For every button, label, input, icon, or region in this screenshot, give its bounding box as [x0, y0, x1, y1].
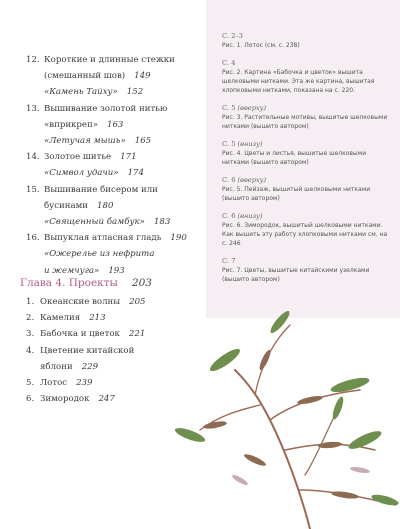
entry-number: 3.: [26, 329, 35, 340]
project-label: Зимородок: [40, 394, 90, 405]
chapter-heading: [20, 277, 152, 289]
entry-number: 16.: [26, 233, 40, 244]
page-number: 165: [134, 136, 152, 147]
caption-text: Рис. 2. Картина «Бабочка и цветок» вышита шелковыми нитками. Эта же картина, вышитая хлопковыми нитками, показана на с. 220.: [222, 69, 375, 94]
page-number: 193: [108, 265, 125, 276]
caption-text: Рис. 1. Лотос (см. с. 238): [222, 42, 300, 49]
caption: [222, 104, 392, 131]
caption: [222, 140, 392, 167]
page-number: 152: [126, 87, 144, 98]
entry-title-line: Вышивание бисером или: [44, 184, 158, 195]
caption-location: С. 2–3: [222, 32, 243, 40]
toc-entry-16: [26, 230, 201, 279]
caption: [222, 176, 392, 203]
caption-location-note: (вверху): [237, 104, 267, 112]
caption-text: Рис. 7. Цветы, вышитые китайскими узелками (вышито автором): [222, 267, 370, 283]
table-of-contents: [26, 52, 201, 279]
entry-number: 1.: [26, 297, 35, 307]
caption-location-note: (вверху): [237, 176, 267, 184]
caption-text: Рис. 3. Растительные мотивы, вышитые шелковыми нитками (вышито автором): [222, 114, 388, 130]
entry-number: 5.: [26, 378, 35, 389]
caption: [222, 212, 392, 248]
project-label: Бабочка и цветок: [40, 329, 120, 340]
page-number: 149: [134, 71, 151, 82]
caption-list: [222, 32, 392, 293]
project-title: «Символ удачи»: [44, 168, 119, 179]
embroidered-plant-photo: [160, 300, 400, 529]
entry-number: 2.: [26, 313, 35, 324]
page-number: 183: [153, 217, 171, 228]
page-number: 221: [128, 329, 146, 340]
caption-location: С. 7: [222, 257, 236, 265]
toc-entry-15: [26, 182, 201, 231]
page-number: 247: [98, 394, 115, 405]
project-title-line: и жемчуга»: [44, 265, 100, 276]
entry-number: 13.: [26, 103, 40, 114]
entry-title-line: бусинами: [44, 200, 89, 211]
caption-text: Рис. 4. Цветы и листья, вышитые шелковыми нитками (вышито автором): [222, 150, 367, 166]
caption-location: С. 5: [222, 140, 236, 148]
caption: [222, 257, 392, 284]
entry-number: 12.: [26, 55, 40, 65]
caption-location-note: (внизу): [237, 212, 263, 220]
project-title: «Летучая мышь»: [44, 136, 126, 147]
project-label: Океанские волны: [40, 297, 121, 307]
entry-number: 15.: [26, 184, 40, 195]
page-number: 239: [76, 378, 93, 389]
page-number: 229: [81, 361, 99, 372]
page-number: 190: [170, 233, 187, 244]
entry-number: 14.: [26, 152, 40, 163]
project-label: Камелия: [40, 313, 81, 324]
page-number: 163: [107, 119, 124, 130]
project-label-line: Цветение китайской: [40, 345, 135, 356]
caption-location: С. 6: [222, 176, 236, 184]
project-label: Лотос: [40, 378, 68, 389]
entry-title-line: Вышивание золотой нитью: [44, 103, 168, 114]
page-number: 205: [129, 297, 146, 307]
caption-text: Рис. 6. Зимородок, вышитый шелковыми нитками. Как вышить эту работу хлопковыми нитками см. на с. 246: [222, 222, 388, 247]
entry-title-line: Золотое шитье: [44, 152, 112, 163]
page-number: 171: [120, 152, 137, 163]
page-number: 180: [97, 200, 114, 211]
toc-entry-12: [26, 52, 201, 101]
chapter-title: Глава 4. Проекты: [20, 277, 118, 289]
caption-location: С. 6: [222, 212, 236, 220]
toc-entry-13: [26, 101, 201, 150]
chapter-page-number: 203: [131, 277, 152, 289]
caption: [222, 32, 392, 50]
entry-title-line: (смешанный шов): [44, 71, 126, 82]
entry-title-line: «вприкреп»: [44, 119, 98, 130]
entry-number: 4.: [26, 345, 35, 356]
project-title: «Священный бамбук»: [44, 217, 145, 228]
caption-location-note: (внизу): [237, 140, 263, 148]
caption: [222, 59, 392, 95]
caption-location: С. 4: [222, 59, 236, 67]
project-title: «Камень Тайху»: [44, 87, 118, 98]
entry-number: 6.: [26, 394, 35, 405]
caption-text: Рис. 5. Пейзаж, вышитый шелковыми нитками (вышито автором): [222, 186, 371, 202]
project-title-line: «Ожерелье из нефрита: [44, 249, 155, 260]
entry-title-line: Короткие и длинные стежки: [44, 55, 175, 65]
page-number: 174: [127, 168, 144, 179]
page-number: 213: [89, 313, 106, 324]
toc-entry-14: [26, 149, 201, 181]
caption-location: С. 5: [222, 104, 236, 112]
entry-title-line: Выпуклая атласная гладь: [44, 233, 162, 244]
project-label-line: яблони: [40, 361, 73, 372]
